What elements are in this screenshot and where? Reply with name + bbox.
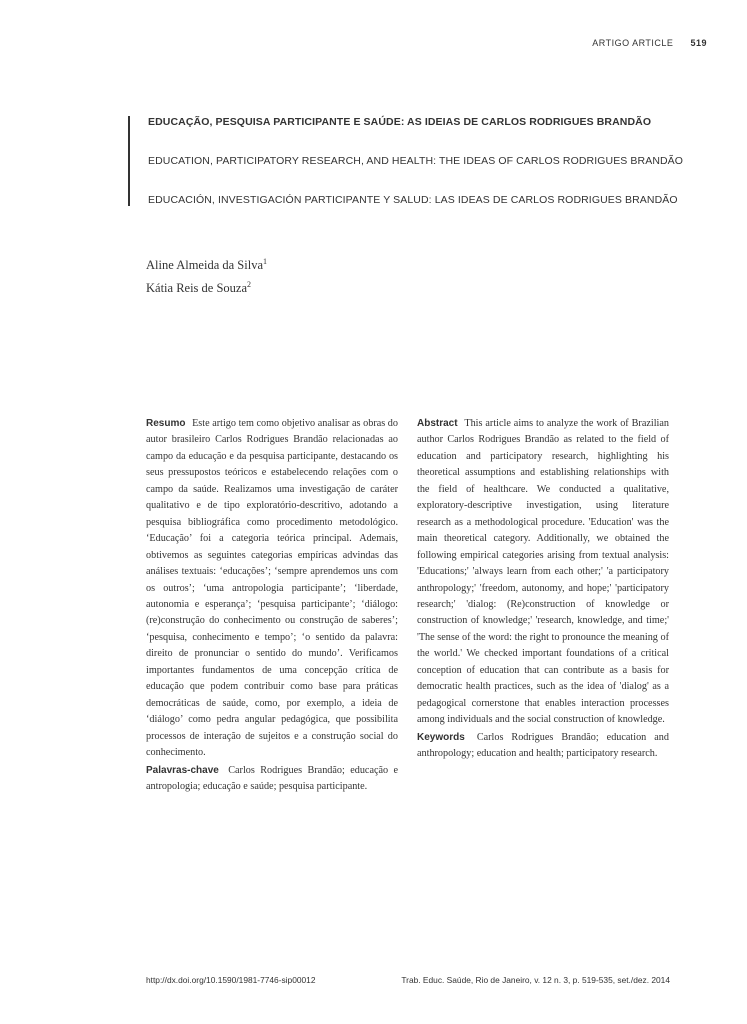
author-affiliation-mark: 2 — [247, 280, 252, 290]
keywords-block — [146, 763, 398, 796]
abstract-body — [146, 416, 398, 762]
author-name: Aline Almeida da Silva — [146, 258, 263, 273]
title-block — [128, 116, 728, 206]
keywords-text: Carlos Rodrigues Brandão; education and anthropology; education and health; participatory research. — [417, 731, 669, 760]
journal-citation: Trab. Educ. Saúde, Rio de Janeiro, v. 12 n. 3, p. 519-535, set./dez. 2014 — [401, 975, 670, 985]
page-header — [592, 38, 707, 48]
keywords-label: Keywords — [417, 731, 465, 743]
author-affiliation-mark: 1 — [263, 257, 267, 266]
page-number: 519 — [690, 38, 707, 48]
keywords-text: Carlos Rodrigues Brandão; educação e antropologia; educação e saúde; pesquisa participante. — [146, 764, 399, 792]
title-english: EDUCATION, PARTICIPATORY RESEARCH, AND HEALTH: THE IDEAS OF CARLOS RODRIGUES BRANDÃO — [148, 155, 684, 167]
author-name: Kátia Reis de Souza — [146, 281, 248, 296]
abstract-text: This article aims to analyze the work of Brazilian author Carlos Rodrigues Brandão as related to the field of education and participatory research, highlighting his theoretical assumptions and establishing relationships with the field of healthcare. We conducted a qualitative, exploratory-descriptive investigation, using literature research as a methodological procedure. 'Education' was the main theoretical category. Additionally, we obtained the following empirical categories arising from textual analysis: 'Educations;' 'always learn from each other;' 'a participatory anthropology;' 'freedom, autonomy, and hope;' 'participatory research;' 'dialog: (Re)construction of knowledge or construction of knowledge;' 'research, knowledge, and time;' 'The sense of the word: the right to pronounce the meaning of the world.' We checked important foundations of a critical conception of education that can contribute as a basis for democratic health practices, such as the idea of 'dialog' as a pedagogical cornerstone that enables interaction processes among individuals and the social construction of knowledge. — [417, 418, 669, 726]
abstract-portuguese — [146, 416, 398, 795]
author-list — [146, 252, 267, 298]
abstract-english — [417, 416, 669, 763]
author-entry — [146, 252, 267, 275]
abstract-label: Resumo — [146, 418, 186, 429]
article-type-label: ARTIGO ARTICLE — [592, 38, 674, 48]
author-entry — [146, 275, 267, 298]
abstract-text: Este artigo tem como objetivo analisar as obras do autor brasileiro Carlos Rodrigues Brandão relacionadas ao campo da educação e da pesquisa participante, destacando os seus pressupostos teóricos e estabelecendo relações com o campo da saúde. Realizamos uma investigação de caráter qualitativo e de tipo exploratório-descritivo, adotando a pesquisa bibliográfica como procedimento metodológico. ‘Educação’ foi a categoria teórica principal. Ademais, obtivemos as seguintes categorias empíricas advindas das análises textuais: ‘educações’; ‘sempre aprendemos uns com os outros’; ‘uma antropologia participante’; ‘liberdade, autonomia e esperança’; ‘pesquisa participante’; ‘diálogo: (re)construção do conhecimento ou construção de saberes’; ‘pesquisa, conhecimento e tempo’; ‘o sentido da palavra: direito de pronunciar o sentido do mundo’. Verificamos importantes fundamentos de uma concepção crítica de educação que podem contribuir como base para práticas democráticas de saúde, como, por exemplo, a ideia de ‘diálogo’ como pedra angular pedagógica, que possibilita processos de interação de sujeitos e a construção social do conhecimento. — [146, 418, 398, 759]
keywords-block — [417, 730, 669, 763]
abstract-body — [417, 416, 669, 729]
doi-link[interactable]: http://dx.doi.org/10.1590/1981-7746-sip00012 — [146, 975, 316, 985]
title-spanish: EDUCACIÓN, INVESTIGACIÓN PARTICIPANTE Y SALUD: LAS IDEAS DE CARLOS RODRIGUES BRANDÃO — [148, 194, 678, 206]
title-portuguese: EDUCAÇÃO, PESQUISA PARTICIPANTE E SAÚDE: AS IDEIAS DE CARLOS RODRIGUES BRANDÃO — [148, 116, 652, 128]
keywords-label: Palavras-chave — [146, 764, 219, 776]
abstract-label: Abstract — [417, 418, 458, 429]
